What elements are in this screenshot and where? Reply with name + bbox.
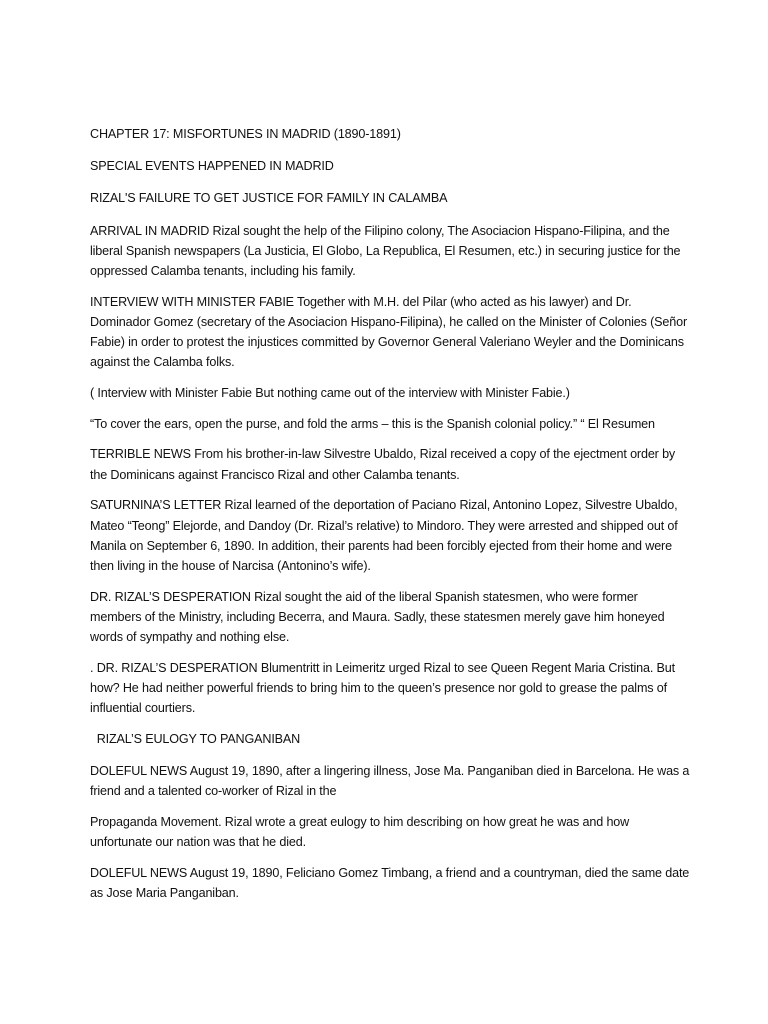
section-heading-eulogy: RIZAL’S EULOGY TO PANGANIBAN xyxy=(90,731,301,746)
paragraph-arrival-in-madrid: ARRIVAL IN MADRID Rizal sought the help of the Filipino colony, The Asociacion Hispano-Filipina, and the liberal Spanish newspapers (La Justicia, El Globo, La Republica, El Resumen, etc.) in securing justice for the oppressed Calamba tenants, including his family. xyxy=(90,223,681,279)
paragraph-doleful-news-panganiban: DOLEFUL NEWS August 19, 1890, after a lingering illness, Jose Ma. Panganiban died in Barcelona. He was a friend and a talented co-worker of Rizal in the xyxy=(90,764,690,799)
section-heading-failure-justice: RIZAL'S FAILURE TO GET JUSTICE FOR FAMILY IN CALAMBA xyxy=(90,191,448,206)
chapter-title: CHAPTER 17: MISFORTUNES IN MADRID (1890-1891) xyxy=(90,127,401,141)
paragraph-terrible-news: TERRIBLE NEWS From his brother-in-law Silvestre Ubaldo, Rizal received a copy of the ejectment order by the Dominicans against Francisco Rizal and other Calamba tenants. xyxy=(90,447,676,482)
paragraph-saturnina-letter: SATURNINA’S LETTER Rizal learned of the deportation of Paciano Rizal, Antonino Lopez, Silvestre Ubaldo, Mateo “Teong” Elejorde, and Dandoy (Dr. Rizal’s relative) to Mindoro. They were arrested and shipped out of Manila on September 6, 1890. In addition, their parents had been forcibly ejected from their home and were then living in the house of Narcisa (Antonino’s wife). xyxy=(90,498,678,573)
paragraph-doleful-news-timbang: DOLEFUL NEWS August 19, 1890, Feliciano Gomez Timbang, a friend and a countryman, died the same date as Jose Maria Panganiban. xyxy=(90,865,690,901)
paragraph-rizal-desperation-1: DR. RIZAL’S DESPERATION Rizal sought the aid of the liberal Spanish statesmen, who were former members of the Ministry, including Becerra, and Maura. Sadly, these statesmen merely gave him honeyed words of sympathy and nothing else. xyxy=(90,589,665,645)
section-heading-special-events: SPECIAL EVENTS HAPPENED IN MADRID xyxy=(90,159,334,174)
paragraph-interview-minister-fabie: INTERVIEW WITH MINISTER FABIE Together with M.H. del Pilar (who acted as his lawyer) and Dr. Dominador Gomez (secretary of the Asociacion Hispano-Filipina), he called on the Minister of Colonies (Señor Fabie) in order to protest the injustices committed by Governor General Valeriano Weyler and the Dominicans against the Calamba folks. xyxy=(90,294,687,370)
paragraph-rizal-desperation-2: . DR. RIZAL’S DESPERATION Blumentritt in Leimeritz urged Rizal to see Queen Regent Maria Cristina. But how? He had neither powerful friends to bring him to the queen’s presence nor gold to grease the palms of influential courtiers. xyxy=(90,660,675,716)
paragraph-el-resumen-quote: “To cover the ears, open the purse, and fold the arms – this is the Spanish colonial policy.” “ El Resumen xyxy=(90,416,655,431)
document-body xyxy=(90,124,690,914)
paragraph-propaganda-movement: Propaganda Movement. Rizal wrote a great eulogy to him describing on how great he was and how unfortunate our nation was that he died. xyxy=(90,814,630,850)
paragraph-interview-result: ( Interview with Minister Fabie But nothing came out of the interview with Minister Fabie.) xyxy=(90,386,570,401)
